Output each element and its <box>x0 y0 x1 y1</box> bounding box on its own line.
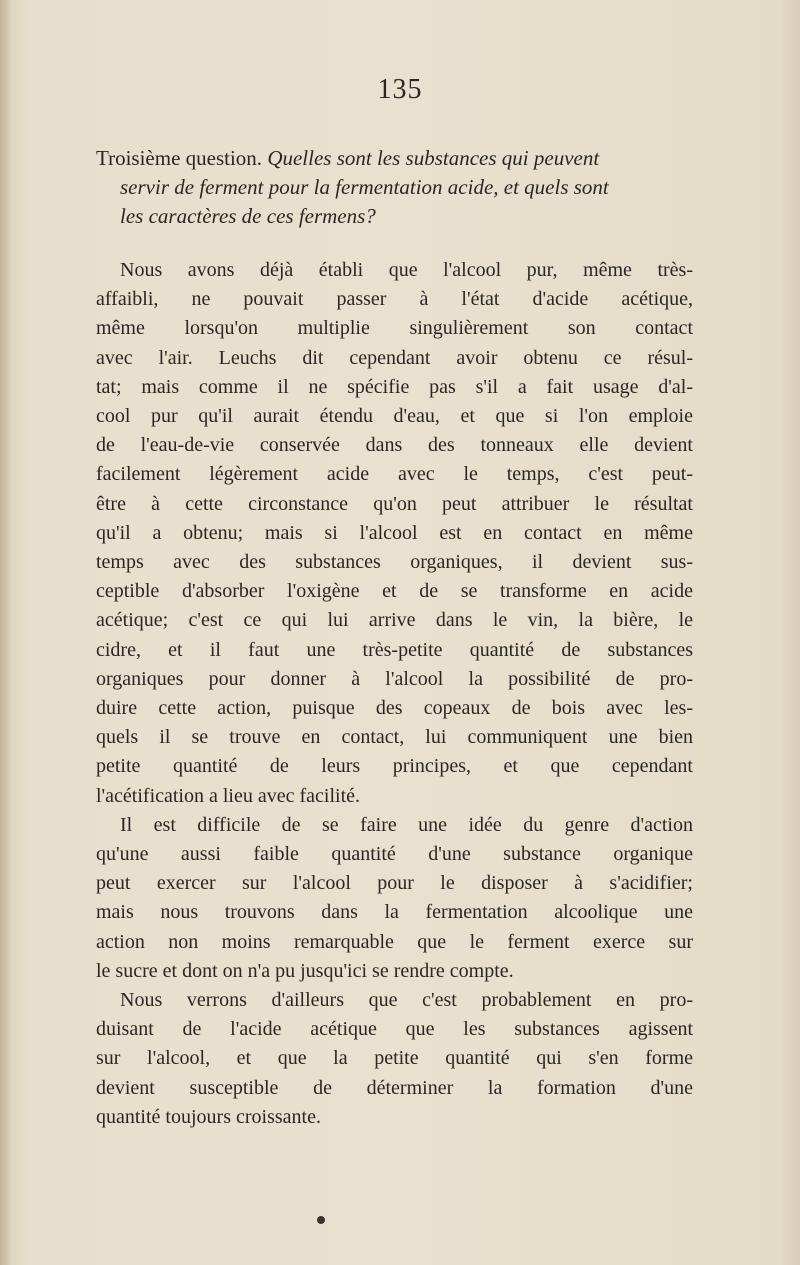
text-line: facilement légèrement acide avec le temps, c'est peut- <box>96 463 693 486</box>
text-line: tat; mais comme il ne spécifie pas s'il a fait usage d'al- <box>96 375 693 398</box>
question-line-2 <box>96 173 696 202</box>
text-line: être à cette circonstance qu'on peut attribuer le résultat <box>96 492 693 515</box>
text-line: affaibli, ne pouvait passer à l'état d'acide acétique, <box>96 288 693 311</box>
text-line: ceptible d'absorber l'oxigène et de se transforme en acide <box>96 580 693 603</box>
page-edge-shadow <box>0 0 10 1265</box>
text-line: le sucre et dont on n'a pu jusqu'ici se rendre compte. <box>96 959 514 982</box>
text-line: temps avec des substances organiques, il devient sus- <box>96 551 693 574</box>
page-number: 135 <box>377 74 423 105</box>
text-line: organiques pour donner à l'alcool la possibilité de pro- <box>96 667 693 690</box>
question-text: les caractères de ces fermens? <box>120 204 376 228</box>
text-line: qu'il a obtenu; mais si l'alcool est en contact en même <box>96 521 693 544</box>
text-line: de l'eau-de-vie conservée dans des tonneaux elle devient <box>96 434 693 457</box>
text-line: cidre, et il faut une très-petite quantité de substances <box>96 638 693 661</box>
text-line: petite quantité de leurs principes, et que cependant <box>96 755 693 778</box>
printer-dot-ornament <box>317 1216 325 1224</box>
question-text: servir de ferment pour la fermentation acide, et quels sont <box>120 175 609 199</box>
question-line-1 <box>96 144 696 173</box>
question-heading <box>96 144 696 231</box>
text-line: même lorsqu'on multiplie singulièrement son contact <box>96 317 693 340</box>
text-line: quantité toujours croissante. <box>96 1105 321 1128</box>
text-line: sur l'alcool, et que la petite quantité qui s'en forme <box>96 1047 693 1070</box>
question-text: Quelles sont les substances qui peuvent <box>267 146 600 170</box>
text-line: quels il se trouve en contact, lui communiquent une bien <box>96 726 693 749</box>
text-line: devient susceptible de déterminer la formation d'une <box>96 1076 693 1099</box>
text-line: l'acétification a lieu avec facilité. <box>96 784 361 807</box>
text-line: Nous avons déjà établi que l'alcool pur, même très- <box>120 259 693 281</box>
text-line: action non moins remarquable que le ferment exerce sur <box>96 930 693 953</box>
text-line: peut exercer sur l'alcool pour le disposer à s'acidifier; <box>96 872 693 895</box>
text-line: duisant de l'acide acétique que les substances agissent <box>96 1018 693 1041</box>
text-line: Il est difficile de se faire une idée du genre d'action <box>120 813 693 836</box>
text-line: cool pur qu'il aurait étendu d'eau, et que si l'on emploie <box>96 405 693 428</box>
text-line: avec l'air. Leuchs dit cependant avoir obtenu ce résul- <box>96 346 693 369</box>
question-label: Troisième question. <box>96 146 263 170</box>
text-line: duire cette action, puisque des copeaux de bois avec les- <box>96 697 693 720</box>
text-line: mais nous trouvons dans la fermentation alcoolique une <box>96 901 693 924</box>
text-line: acétique; c'est ce qui lui arrive dans le vin, la bière, le <box>96 609 693 632</box>
question-line-3 <box>96 202 696 231</box>
body-text <box>96 256 693 1132</box>
text-line: Nous verrons d'ailleurs que c'est probablement en pro- <box>120 989 693 1012</box>
text-line: qu'une aussi faible quantité d'une substance organique <box>96 843 693 866</box>
